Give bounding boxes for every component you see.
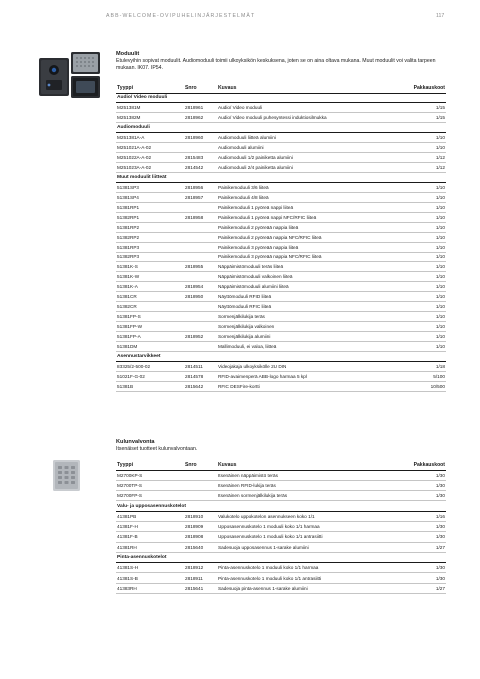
cell-description: Audiomoduuli alumiini xyxy=(217,143,398,153)
cell-package: 1/10 xyxy=(398,312,446,322)
cell-description: Upposasennuskotelo 1 moduuli koko 1/1 harmaa xyxy=(217,521,398,531)
cell-snro: 2818952 xyxy=(184,332,217,342)
cell-snro: 2815483 xyxy=(184,153,217,163)
table-row xyxy=(116,222,446,232)
cell-package: 1/10 xyxy=(398,242,446,252)
table-row xyxy=(116,341,446,351)
table-row xyxy=(116,542,446,552)
cell-description: Sormenjälkilukija teräs xyxy=(217,312,398,322)
cell-snro xyxy=(184,470,217,480)
access-control-description: Itsenäiset tuotteet kulunvalvontaan. xyxy=(116,446,198,452)
cell-package: 1/10 xyxy=(398,262,446,272)
cell-type: M251381M xyxy=(116,103,184,113)
cell-snro xyxy=(184,341,217,351)
group-heading: Valu- ja upposasennuskotelot xyxy=(116,501,446,511)
cell-description: Näyttömoduuli RFIC liiteä xyxy=(217,302,398,312)
cell-description: Sormenjälkilukija valkoinen xyxy=(217,322,398,332)
column-header-package: Pakkauskoot xyxy=(398,461,446,470)
cell-snro xyxy=(184,480,217,490)
table-row xyxy=(116,232,446,242)
table-row xyxy=(116,212,446,222)
cell-package: 1/10 xyxy=(398,292,446,302)
cell-description: Pinta-asennuskotelo 1 moduuli koko 1/1 antrasiitti xyxy=(217,573,398,583)
group-heading: Audiomoduuli xyxy=(116,123,446,133)
table-row xyxy=(116,103,446,113)
cell-package: 1/30 xyxy=(398,491,446,501)
cell-type: 41381PB xyxy=(116,511,184,521)
cell-description: Itsenäinen näppäimistö teräs xyxy=(217,470,398,480)
modules-intro xyxy=(116,51,446,73)
cell-package: 1/10 xyxy=(398,252,446,262)
cell-description: Näyttömoduuli RFID liiteä xyxy=(217,292,398,302)
cell-package: 1/30 xyxy=(398,532,446,542)
cell-snro: 2818960 xyxy=(184,133,217,143)
cell-type: 51381FP-A xyxy=(116,332,184,342)
table-row xyxy=(116,202,446,212)
modules-heading: Moduulit xyxy=(116,51,140,57)
cell-type: M2700KP-S xyxy=(116,470,184,480)
cell-package: 10/500 xyxy=(398,381,446,391)
cell-description: Painikemoduuli 1 pyöreä nappi liiteä xyxy=(217,202,398,212)
column-header-snro: Snro xyxy=(184,84,217,93)
cell-type: 41381S-B xyxy=(116,573,184,583)
cell-package: 1/10 xyxy=(398,133,446,143)
table-row xyxy=(116,163,446,173)
cell-type: 51381RP1 xyxy=(116,202,184,212)
cell-snro: 2814542 xyxy=(184,163,217,173)
page-number: 117 xyxy=(436,13,445,19)
cell-type: 51381SP3 xyxy=(116,182,184,192)
cell-snro: 2818954 xyxy=(184,282,217,292)
cell-snro: 2815641 xyxy=(184,583,217,593)
cell-package: 1/27 xyxy=(398,542,446,552)
table-row xyxy=(116,272,446,282)
cell-type: 51381K-S xyxy=(116,262,184,272)
table-header-row xyxy=(116,84,446,93)
modules-table xyxy=(116,84,446,392)
cell-description: Näppäimistömoduuli valkoinen liiteä xyxy=(217,272,398,282)
table-row xyxy=(116,312,446,322)
cell-type: M251021A-A-02 xyxy=(116,143,184,153)
table-row xyxy=(116,470,446,480)
cell-description: RFID-avaimenperä ABB-logo harmaa 5 kpl xyxy=(217,371,398,381)
cell-description: Videojakaja ulkoyksikölle 2U DIN xyxy=(217,361,398,371)
cell-snro: 2818955 xyxy=(184,262,217,272)
cell-package: 1/10 xyxy=(398,302,446,312)
cell-package: 1/10 xyxy=(398,222,446,232)
cell-package: 1/12 xyxy=(398,153,446,163)
cell-description: Audiomoduuli liitteä alumiini xyxy=(217,133,398,143)
cell-package: 1/10 xyxy=(398,212,446,222)
table-group-row xyxy=(116,93,446,103)
cell-type: M251382M xyxy=(116,113,184,123)
table-header-row xyxy=(116,461,446,470)
cell-snro: 2818958 xyxy=(184,212,217,222)
table-group-row xyxy=(116,501,446,511)
cell-snro xyxy=(184,202,217,212)
cell-type: 51382RP3 xyxy=(116,252,184,262)
cell-type: M251381A-A xyxy=(116,133,184,143)
cell-snro: 2818912 xyxy=(184,563,217,573)
cell-snro: 2818962 xyxy=(184,113,217,123)
cell-description: Painikemoduuli 3 pyöreää nappia NFC/RFIC liiteä xyxy=(217,252,398,262)
cell-type: 41381RH xyxy=(116,542,184,552)
table-group-row xyxy=(116,552,446,562)
cell-package: 1/15 xyxy=(398,113,446,123)
table-group-row xyxy=(116,123,446,133)
cell-description: Painikemoduuli 2 pyöreää nappia liiteä xyxy=(217,222,398,232)
column-header-type: Tyyppi xyxy=(116,84,184,93)
column-header-package: Pakkauskoot xyxy=(398,84,446,93)
table-row xyxy=(116,153,446,163)
cell-package: 1/10 xyxy=(398,272,446,282)
cell-snro xyxy=(184,272,217,282)
cell-snro xyxy=(184,312,217,322)
table-row xyxy=(116,322,446,332)
cell-description: Painikemoduuli 3/6 liiteä xyxy=(217,182,398,192)
cell-snro: 2818910 xyxy=(184,511,217,521)
group-heading: Pinta-asennuskotelot xyxy=(116,552,446,562)
cell-description: Audiomoduuli 2/4 painiketta alumiini xyxy=(217,163,398,173)
cell-snro: 2818909 xyxy=(184,521,217,531)
cell-description: Sadesuoja upposasennus 1-sarake alumiini xyxy=(217,542,398,552)
cell-type: 51021F-G-02 xyxy=(116,371,184,381)
table-row xyxy=(116,361,446,371)
cell-snro xyxy=(184,491,217,501)
cell-package: 1/30 xyxy=(398,480,446,490)
cell-description: Painikemoduuli 3 pyöreää nappia liiteä xyxy=(217,242,398,252)
cell-description: Itsenäinen sormenjälkilukija teräs xyxy=(217,491,398,501)
table-row xyxy=(116,192,446,202)
table-group-row xyxy=(116,173,446,183)
cell-description: Sadesuoja pinta-asennus 1-sarake alumiini xyxy=(217,583,398,593)
cell-package: 1/10 xyxy=(398,282,446,292)
table-row xyxy=(116,480,446,490)
cell-package: 1/10 xyxy=(398,202,446,212)
table-row xyxy=(116,113,446,123)
access-control-heading: Kulunvalvonta xyxy=(116,439,155,445)
cell-package: 1/16 xyxy=(398,511,446,521)
table-group-row xyxy=(116,351,446,361)
cell-snro xyxy=(184,302,217,312)
cell-snro xyxy=(184,222,217,232)
cell-snro xyxy=(184,143,217,153)
table-row xyxy=(116,133,446,143)
cell-description: Painikemoduuli 2 pyöreää nappia NFC/RFIC liiteä xyxy=(217,232,398,242)
cell-type: 51381B xyxy=(116,381,184,391)
cell-snro: 2818961 xyxy=(184,103,217,113)
keypad-unit-photo xyxy=(53,460,80,491)
cell-type: 51381FP-W xyxy=(116,322,184,332)
cell-package: 1/18 xyxy=(398,361,446,371)
cell-package: 1/30 xyxy=(398,573,446,583)
cell-type: 51381K-A xyxy=(116,282,184,292)
cell-package: 1/10 xyxy=(398,332,446,342)
cell-description: Näppäimistömoduuli teräs liiteä xyxy=(217,262,398,272)
cell-package: 1/10 xyxy=(398,192,446,202)
cell-type: 51381CR xyxy=(116,292,184,302)
cell-description: Itsenäinen RFID-lukija teräs xyxy=(217,480,398,490)
cell-package: 1/30 xyxy=(398,521,446,531)
cell-type: 41383RH xyxy=(116,583,184,593)
cell-description: Pinta-asennuskotelo 1 moduuli koko 1/1 harmaa xyxy=(217,563,398,573)
table-row xyxy=(116,262,446,272)
cell-description: Näppäimistömoduuli alumiini liiteä xyxy=(217,282,398,292)
cell-description: Mallimoduuli, ei valoa, liitteä xyxy=(217,341,398,351)
cell-description: Audio/ Video moduuli puhesyntessi induktiosilmukka xyxy=(217,113,398,123)
cell-type: 51381RP2 xyxy=(116,222,184,232)
cell-type: 51381SP4 xyxy=(116,192,184,202)
column-header-type: Tyyppi xyxy=(116,461,184,470)
cell-snro: 2814511 xyxy=(184,361,217,371)
cell-type: 51381RP3 xyxy=(116,242,184,252)
cell-snro: 2818908 xyxy=(184,532,217,542)
table-row xyxy=(116,302,446,312)
table-row xyxy=(116,532,446,542)
cell-type: M251023A-A-02 xyxy=(116,163,184,173)
cell-package: 1/10 xyxy=(398,143,446,153)
cell-package: 5/100 xyxy=(398,371,446,381)
access-control-table xyxy=(116,461,446,594)
group-heading: Asennustarvikkeet xyxy=(116,351,446,361)
table-row xyxy=(116,573,446,583)
cell-description: Painikemoduuli 4/8 liiteä xyxy=(217,192,398,202)
cell-snro: 2815642 xyxy=(184,381,217,391)
cell-snro xyxy=(184,252,217,262)
cell-snro: 2818957 xyxy=(184,192,217,202)
cell-package: 1/10 xyxy=(398,322,446,332)
cell-type: 83325/2-500-02 xyxy=(116,361,184,371)
cell-type: M2700FP-S xyxy=(116,491,184,501)
cell-description: Valukotelo uppokotelon asennukseen koko 1/1 xyxy=(217,511,398,521)
cell-snro: 2815640 xyxy=(184,542,217,552)
table-row xyxy=(116,521,446,531)
modules-description: Etulevyihin sopivat moduulit. Audiomoduuli toimii ulkoyksikön keskuksena, joten se on aina oltava mukana. Muut moduulit voi valita tarpeen mukaan. IK07. IP54. xyxy=(116,58,436,72)
cell-snro: 2818950 xyxy=(184,292,217,302)
table-row xyxy=(116,252,446,262)
cell-package: 1/30 xyxy=(398,563,446,573)
cell-description: Audio/ Video moduuli xyxy=(217,103,398,113)
cell-type: 51382RP2 xyxy=(116,232,184,242)
table-row xyxy=(116,491,446,501)
cell-type: 51381K-W xyxy=(116,272,184,282)
cell-description: RFIC DESFire-kortti xyxy=(217,381,398,391)
cell-type: 51382CR xyxy=(116,302,184,312)
cell-description: Upposasennuskotelo 1 moduuli koko 1/1 antrasiitti xyxy=(217,532,398,542)
table-row xyxy=(116,292,446,302)
table-row xyxy=(116,583,446,593)
table-row xyxy=(116,381,446,391)
cell-snro xyxy=(184,232,217,242)
table-row xyxy=(116,563,446,573)
intercom-modules-photo xyxy=(39,50,102,100)
cell-snro: 2818956 xyxy=(184,182,217,192)
table-row xyxy=(116,371,446,381)
cell-snro xyxy=(184,242,217,252)
cell-package: 1/10 xyxy=(398,341,446,351)
table-row xyxy=(116,242,446,252)
cell-snro xyxy=(184,322,217,332)
cell-type: 41381F-H xyxy=(116,521,184,531)
group-heading: Muut moduulit liitteät xyxy=(116,173,446,183)
cell-snro: 2818911 xyxy=(184,573,217,583)
cell-package: 1/12 xyxy=(398,163,446,173)
column-header-description: Kuvaus xyxy=(217,84,398,93)
table-row xyxy=(116,282,446,292)
access-control-intro xyxy=(116,439,446,453)
cell-type: M2700TP-S xyxy=(116,480,184,490)
table-row xyxy=(116,332,446,342)
cell-description: Sormenjälkilukija alumiini xyxy=(217,332,398,342)
cell-description: Audiomoduuli 1/2 painiketta alumiini xyxy=(217,153,398,163)
table-row xyxy=(116,182,446,192)
cell-package: 1/27 xyxy=(398,583,446,593)
column-header-snro: Snro xyxy=(184,461,217,470)
cell-type: 51381DM xyxy=(116,341,184,351)
page-header-title: ABB-WELCOME-OVIPUHELINJÄRJESTELMÄT xyxy=(106,13,256,19)
cell-type: 41381S-H xyxy=(116,563,184,573)
cell-package: 1/15 xyxy=(398,103,446,113)
cell-package: 1/10 xyxy=(398,232,446,242)
cell-description: Painikemoduuli 1 pyöreä nappi NFC/RFIC liiteä xyxy=(217,212,398,222)
cell-package: 1/10 xyxy=(398,182,446,192)
cell-type: 51381FP-S xyxy=(116,312,184,322)
table-row xyxy=(116,143,446,153)
group-heading: Audio/ Video moduuli xyxy=(116,93,446,103)
cell-type: 41381F-B xyxy=(116,532,184,542)
table-row xyxy=(116,511,446,521)
column-header-description: Kuvaus xyxy=(217,461,398,470)
cell-snro: 2814578 xyxy=(184,371,217,381)
cell-type: M251022A-A-02 xyxy=(116,153,184,163)
cell-type: 51382RP1 xyxy=(116,212,184,222)
cell-package: 1/30 xyxy=(398,470,446,480)
